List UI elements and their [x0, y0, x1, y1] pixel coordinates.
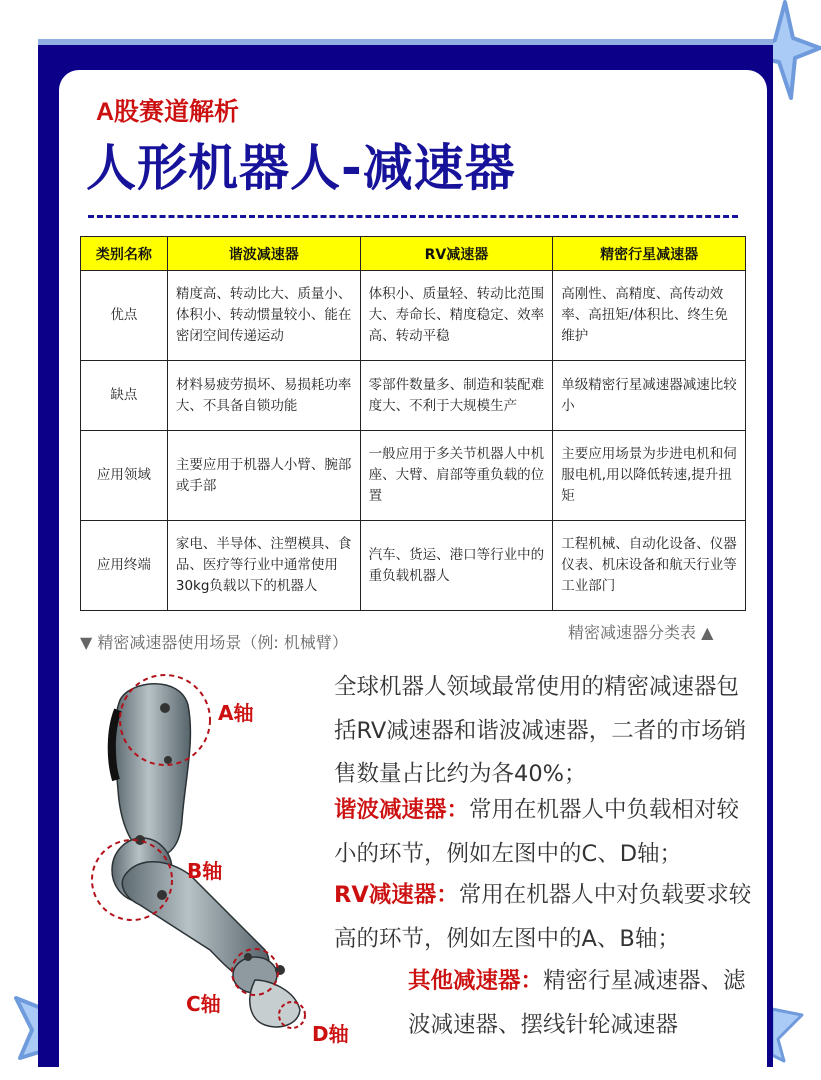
- harmonic-reducer-label: 谐波减速器：: [334, 797, 470, 823]
- dashed-divider: [88, 215, 738, 218]
- intro-paragraph: [334, 666, 754, 797]
- table-cell: 材料易疲劳损坏、易损耗功率大、不具备自锁功能: [167, 361, 360, 431]
- column-header: 谐波减速器: [167, 237, 360, 271]
- intro-text: 全球机器人领域最常使用的精密减速器包括RV减速器和谐波减速器，二者的市场销售数量占比约为各40%；: [334, 674, 747, 787]
- rv-reducer-text: 常用在机器人中对负载要求较高的环节，例如左图中的A、B轴；: [334, 882, 752, 952]
- table-row: [81, 361, 746, 431]
- image-caption: ▼ 精密减速器使用场景（例: 机械臂）: [80, 633, 348, 652]
- rv-reducer-paragraph: [334, 874, 754, 961]
- table-cell: 一般应用于多关节机器人中机座、大臂、肩部等重负载的位置: [360, 431, 553, 521]
- other-reducer-label: 其他减速器：: [408, 968, 544, 994]
- table-cell: 零部件数量多、制造和装配难度大、不利于大规模生产: [360, 361, 553, 431]
- other-reducer-paragraph: [408, 960, 758, 1047]
- row-header: 缺点: [81, 361, 168, 431]
- rv-reducer-label: RV减速器：: [334, 882, 459, 908]
- table-row: [81, 431, 746, 521]
- series-subtitle: A股赛道解析: [96, 98, 240, 126]
- table-cell: 精度高、转动比大、质量小、体积小、转动惯量较小、能在密闭空间传递运动: [167, 271, 360, 361]
- table-cell: 主要应用场景为步进电机和伺服电机,用以降低转速,提升扭矩: [553, 431, 746, 521]
- table-cell: 主要应用于机器人小臂、腕部或手部: [167, 431, 360, 521]
- axis-label-c: C轴: [186, 992, 221, 1016]
- table-cell: 汽车、货运、港口等行业中的重负载机器人: [360, 521, 553, 611]
- column-header: 类别名称: [81, 237, 168, 271]
- harmonic-reducer-text: 常用在机器人中负载相对较小的环节，例如左图中的C、D轴；: [334, 797, 740, 867]
- column-header: 精密行星减速器: [553, 237, 746, 271]
- axis-label-a: A轴: [218, 701, 254, 725]
- other-reducer-text: 精密行星减速器、滤波减速器、摆线针轮减速器: [408, 968, 746, 1038]
- axis-label-b: B轴: [187, 859, 223, 883]
- table-row: [81, 271, 746, 361]
- axis-label-d: D轴: [312, 1022, 349, 1046]
- table-header-row: [81, 237, 746, 271]
- table-caption: 精密减速器分类表 ▲: [568, 623, 714, 642]
- row-header: 优点: [81, 271, 168, 361]
- page-title: 人形机器人-减速器: [86, 139, 516, 197]
- table-cell: 高刚性、高精度、高传动效率、高扭矩/体积比、终生免维护: [553, 271, 746, 361]
- table-cell: 单级精密行星减速器减速比较小: [553, 361, 746, 431]
- table-cell: 体积小、质量轻、转动比范围大、寿命长、精度稳定、效率高、转动平稳: [360, 271, 553, 361]
- table-cell: 家电、半导体、注塑模具、食品、医疗等行业中通常使用30kg负载以下的机器人: [167, 521, 360, 611]
- column-header: RV减速器: [360, 237, 553, 271]
- harmonic-reducer-paragraph: [334, 789, 754, 876]
- table-cell: 工程机械、自动化设备、仪器仪表、机床设备和航天行业等工业部门: [553, 521, 746, 611]
- star-decoration-bottom-right: [770, 1005, 810, 1065]
- row-header: 应用终端: [81, 521, 168, 611]
- table-row: [81, 521, 746, 611]
- row-header: 应用领域: [81, 431, 168, 521]
- reducer-comparison-table: [80, 236, 746, 611]
